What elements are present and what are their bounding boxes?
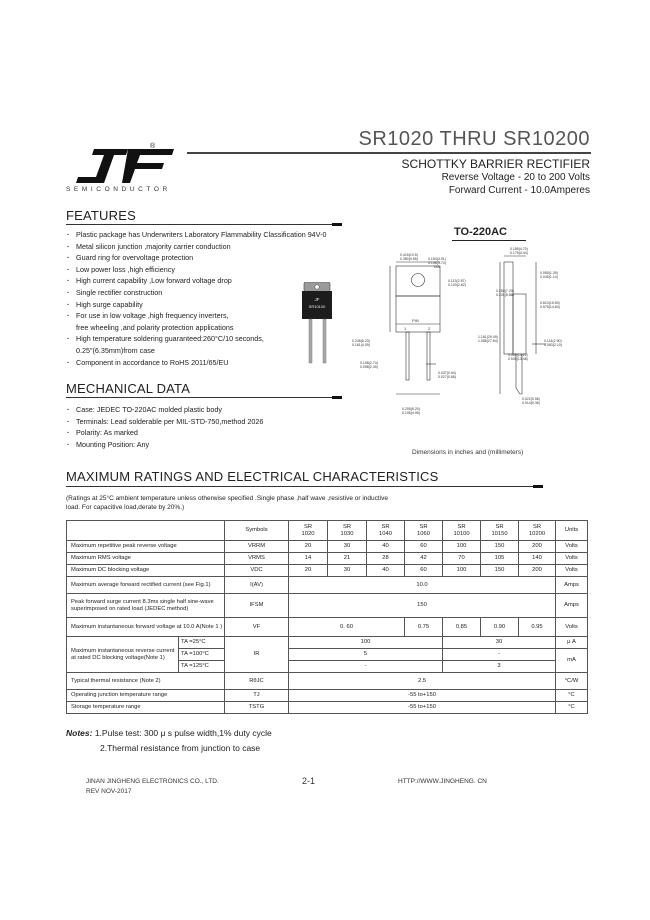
dim-label: 1.161(29.49): [478, 335, 498, 339]
feature-item-continuation: 0.25"(6.35mm)from case: [76, 345, 155, 355]
ratings-rule: [66, 486, 542, 487]
dim-label: 0.530(13.48): [508, 357, 528, 361]
dim-label: 0.245(6.23): [352, 339, 370, 343]
front-view-lead: [427, 332, 430, 380]
title-rule: [187, 152, 591, 154]
dim-label: 0.148(3.74): [428, 261, 446, 265]
page-number: 2-1: [302, 776, 316, 786]
part-header: SR 10200: [519, 521, 556, 541]
feature-item: · Guard ring for overvoltage protection: [66, 252, 326, 264]
ratings-heading: MAXIMUM RATINGS AND ELECTRICAL CHARACTERISTICS: [66, 469, 439, 484]
dim-label: 0.108(2.74): [360, 361, 378, 365]
feature-item: · Single rectifier construction: [66, 287, 326, 299]
footer-url[interactable]: HTTP://WWW.JINGHENG. CN: [398, 778, 487, 785]
table-row: Maximum instantaneous forward voltage at 10.0 A(Note 1 ) VF 0. 60 0.75 0.85 0.90 0.95 Volts: [67, 618, 588, 637]
dim-label: 0.175(4.44): [510, 251, 528, 255]
part-header: SR 1030: [328, 521, 367, 541]
product-subtitle: SCHOTTKY BARRIER RECTIFIER: [401, 157, 590, 171]
units-header: Units: [556, 521, 588, 541]
dim-label: 0.103(2.62): [448, 283, 466, 287]
part-header: SR 1060: [405, 521, 443, 541]
dim-label: 0.037(0.94): [438, 371, 456, 375]
dim-label: 0.380(9.65): [400, 257, 418, 261]
mounting-hole: [412, 274, 425, 287]
part-header: SR 10100: [443, 521, 481, 541]
features-heading: FEATURES: [66, 208, 136, 223]
table-row: Typical thermal resistance (Note 2) RθJC 2.5 °C/W: [67, 673, 588, 690]
ratings-note-line1: (Ratings at 25°C ambient temperature unless otherwise specified .Single phase ,half wave ,resistive or inductive: [66, 495, 388, 502]
table-row: Storage temperature range TSTG -55 to+150 °C: [67, 702, 588, 714]
table-row: Maximum instantaneous reverse current at rated DC blocking voltage(Note 1) TA =25°C IR 100 30 μ A: [67, 637, 588, 649]
table-row: TA =125°C - 3: [67, 661, 588, 673]
notes: [66, 728, 272, 738]
dim-label: 0.014(0.36): [522, 401, 540, 405]
feature-item: · High current capability ,Low forward voltage drop: [66, 275, 326, 287]
dim-label: 0.195(4.95): [402, 411, 420, 415]
dim-label: 0.560(14.22): [508, 353, 528, 357]
mechanical-item: · Case: JEDEC TO-220AC molded plastic body: [66, 404, 263, 416]
features-rule: [66, 224, 342, 225]
logo-subtitle: SEMICONDUCTOR: [66, 186, 171, 193]
dim-label: 0.610(15.50): [540, 301, 560, 305]
ratings-table: [66, 520, 588, 714]
side-view-body: [513, 294, 526, 354]
mechanical-rule: [66, 397, 342, 398]
part-header: SR 1020: [289, 521, 328, 541]
mechanical-item: · Terminals: Lead solderable per MIL-STD-750,method 2026: [66, 416, 263, 428]
features-list: [66, 229, 326, 368]
dim-label: 0.055(1.39): [540, 271, 558, 275]
feature-item: · High temperature soldering guaranteed:260°C/10 seconds,: [66, 333, 326, 345]
dim-label: 0.154(3.91): [428, 257, 446, 261]
device-lead: [323, 319, 326, 363]
dim-label: 0.205(5.20): [402, 407, 420, 411]
feature-item: · Component in accordance to RoHS 2011/65/EU: [66, 357, 326, 369]
table-row: Maximum DC blocking voltage VDC 20 30 40 60 100 150 200 Volts: [67, 565, 588, 577]
part-header: SR 10150: [481, 521, 519, 541]
mechanical-rule-mark: [332, 396, 342, 399]
side-view-tab: [504, 262, 513, 354]
ratings-rule-mark: [533, 485, 543, 488]
forward-current-line: Forward Current - 10.0Amperes: [448, 185, 590, 196]
mechanical-item: · Polarity: As marked: [66, 427, 263, 439]
ratings-note-line2: load. For capacitive load,derate by 20%.): [66, 504, 185, 511]
pin-label: PIN: [412, 318, 419, 323]
table-row: Maximum repetitive peak reverse voltage VRRM 20 30 40 60 100 150 200 Volts: [67, 541, 588, 553]
table-row: Operating junction temperature range TJ -55 to+150 °C: [67, 690, 588, 702]
front-view-tab: [396, 266, 440, 296]
feature-item: · High surge capability: [66, 299, 326, 311]
pin-number-1: 1: [404, 326, 407, 331]
notes-label: Notes:: [66, 728, 93, 738]
dim-label: 0.250(7.20): [496, 289, 514, 293]
front-view-lead: [406, 332, 409, 380]
dim-label: 0.098(2.49): [360, 365, 378, 369]
reverse-voltage-line: Reverse Voltage - 20 to 200 Volts: [441, 172, 590, 183]
ratings-note: [66, 494, 486, 512]
mechanical-list: [66, 404, 263, 450]
features-rule-mark: [332, 223, 342, 226]
dim-label: 0.575(14.60): [540, 305, 560, 309]
dim-label: 0.185(4.70): [510, 247, 528, 251]
mechanical-heading: MECHANICAL DATA: [66, 381, 191, 396]
note-2: 2.Thermal resistance from junction to case: [100, 743, 261, 753]
device-marking-part: SR10100: [308, 304, 326, 309]
registered-mark: ®: [150, 143, 156, 150]
part-header: SR 1040: [367, 521, 405, 541]
dim-label: 0.022(0.56): [522, 397, 540, 401]
dim-label: 0.083(2.10): [544, 343, 562, 347]
page-title: SR1020 THRU SR10200: [358, 128, 590, 150]
dimensions-caption: Dimensions in inches and (millimeters): [412, 449, 524, 456]
feature-item: · For use in low voltage ,high frequency inverters,: [66, 310, 326, 322]
table-row: Maximum RMS voltage VRMS 14 21 28 42 70 105 140 Volts: [67, 553, 588, 565]
footer-company: JINAN JINGHENG ELECTRONICS CO., LTD.: [86, 778, 219, 785]
dim-label: 0.161(4.09): [352, 343, 370, 347]
package-title: TO-220AC: [454, 226, 507, 238]
feature-item: · Plastic package has Underwriters Laboratory Flammability Classification 94V-0: [66, 229, 326, 241]
dim-label: 1.088(27.64): [478, 339, 498, 343]
device-marking-brand: JF: [314, 297, 320, 302]
dim-label: DIA: [434, 265, 440, 269]
package-outline-drawing: [350, 244, 590, 430]
dim-label: 0.114(2.90): [544, 339, 562, 343]
symbols-header: Symbols: [225, 521, 289, 541]
table-row: Peak forward surge current 8.3ms single half sine-wave superimposed on rated load (JEDEC method) IFSM 150 Amps: [67, 594, 588, 618]
front-view-body: [396, 296, 440, 332]
mechanical-item: · Mounting Position: Any: [66, 439, 263, 451]
footer-revision: REV NOV-2017: [86, 788, 132, 795]
feature-item: · Metal silicon junction ,majority carrier conduction: [66, 241, 326, 253]
feature-item-continuation: free wheeling ,and polarity protection applications: [76, 322, 234, 332]
note-1: 1.Pulse test: 300 μ s pulse width,1% duty cycle: [94, 728, 272, 738]
table-header-row: [67, 521, 588, 541]
table-row: Maximum average forward rectified current (see Fig.1) I(AV) 10.0 Amps: [67, 577, 588, 594]
jf-logo-mark: [66, 147, 176, 187]
device-photo: [298, 282, 338, 364]
header-blank-cell: [67, 521, 225, 541]
device-lead: [309, 319, 312, 363]
feature-item: · Low power loss ,high efficiency: [66, 264, 326, 276]
dim-label: 0.045(1.14): [540, 275, 558, 279]
dim-label: 0.415(10.5): [400, 253, 418, 257]
dim-label: 0.027(0.68): [438, 375, 456, 379]
table-row: TA =100°C 5 - mA: [67, 649, 588, 661]
pin-number-2: 2: [428, 326, 431, 331]
package-title-rule: [452, 240, 526, 241]
dim-label: 0.113(2.87): [448, 279, 466, 283]
dim-label: 0.231(5.86): [496, 293, 514, 297]
